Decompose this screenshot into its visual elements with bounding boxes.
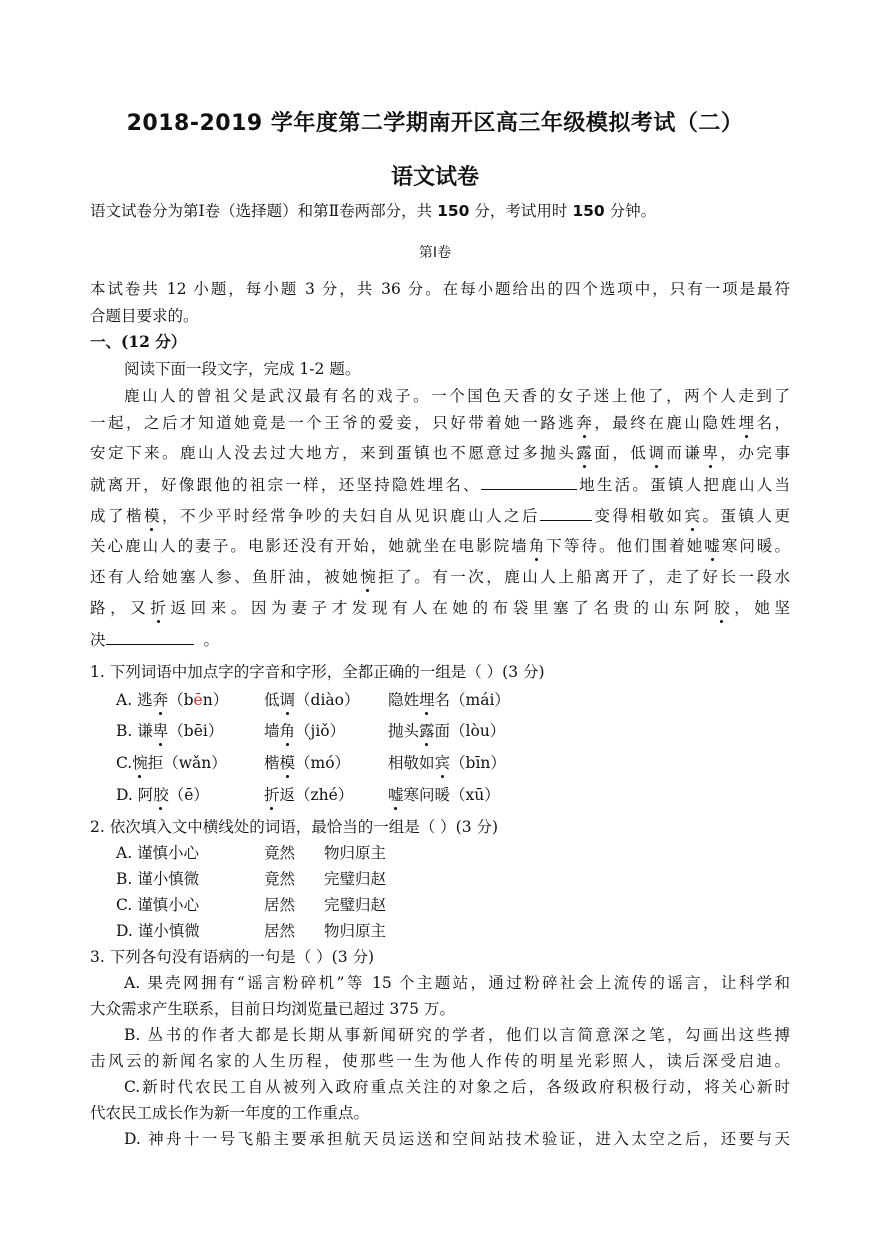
dotted-char: 角 <box>279 722 296 740</box>
passage-line-4: 就离开，好像跟他的祖宗一样，还坚持隐姓埋名、 地生活。蛋镇人把鹿山人当 <box>90 473 790 496</box>
dotted-char: 露 <box>576 444 592 462</box>
dotted-char: 调 <box>279 691 296 709</box>
dotted-char: 奔 <box>152 691 169 709</box>
q1-option-d[interactable]: D. 阿胶（ē） 折返（zhé） 嘘寒问暖（xū） <box>116 786 500 804</box>
passage-line-7: 还有人给她塞人参、鱼肝油，被她惋拒了。有一次，鹿山人上船离开了，走了好长一段水 <box>90 568 790 586</box>
dotted-char: 胶 <box>153 786 169 804</box>
passage-line-8: 路，又折返回来。因为妻子才发现有人在她的布袋里塞了名贵的山东阿胶，她坚 <box>90 599 790 617</box>
passage-line-5: 成了楷模，不少平时经常争吵的夫妇自从见识鹿山人之后 变得相敬如宾。蛋镇人更 <box>90 504 790 527</box>
part-one-lead: 阅读下面一段文字，完成 1-2 题。 <box>124 360 361 378</box>
dotted-char: 模 <box>279 754 296 772</box>
dotted-char: 露 <box>419 722 435 740</box>
total-score: 150 <box>437 202 470 220</box>
fill-blank-3[interactable] <box>106 628 194 645</box>
exam-title: 2018-2019 学年度第二学期南开区高三年级模拟考试（二） <box>126 111 744 136</box>
intro-line: 语文试卷分为第Ⅰ卷（选择题）和第Ⅱ卷两部分，共 150 分，考试用时 150 分钟。 <box>90 202 657 220</box>
dotted-char: 奔 <box>576 414 592 432</box>
passage-line-2: 一起，之后才知道她竟是一个王爷的爱妾，只好带着她一路逃奔，最终在鹿山隐姓埋名， <box>90 414 790 432</box>
q3-option-c-line-1[interactable]: C.新时代农民工自从被列入政府重点关注的对象之后，各级政府积极行动，将关心新时 <box>124 1078 790 1096</box>
q1-option-c[interactable]: C.惋拒（wǎn） 楷模（mó） 相敬如宾（bīn） <box>116 754 506 772</box>
passage-line-6: 关心鹿山人的妻子。电影还没有开始，她就坐在电影院墙角下等待。他们围着她嘘寒问暖。 <box>90 537 790 555</box>
exam-time: 150 <box>572 202 605 220</box>
q2-option-c[interactable]: C. 谨慎小心 居然 完璧归赵 <box>116 896 387 914</box>
q3-option-b-line-1[interactable]: B. 丛书的作者大都是长期从事新闻研究的学者，他们以言简意深之笔，勾画出这些搏 <box>124 1026 790 1044</box>
question-1-stem: 1. 下列词语中加点字的字音和字形，全都正确的一组是（ ）(3 分) <box>90 663 545 681</box>
q3-option-a-line-1[interactable]: A. 果壳网拥有“谣言粉碎机”等 15 个主题站，通过粉碎社会上流传的谣言，让科学和 <box>124 974 790 992</box>
dotted-char: 调 <box>648 444 664 462</box>
section-label: 第Ⅰ卷 <box>418 245 452 261</box>
dotted-char: 埋 <box>738 414 754 432</box>
q2-option-b[interactable]: B. 谨小慎微 竟然 完璧归赵 <box>116 870 387 888</box>
dotted-char: 宾 <box>434 754 451 772</box>
q1-option-a[interactable]: A. 逃奔（bēn） 低调（diào） 隐姓埋名（mái） <box>116 691 510 709</box>
instruction-line-1: 本试卷共 12 小题，每小题 3 分，共 36 分。在每小题给出的四个选项中，只有一项是最符 <box>90 280 790 298</box>
paper-subtitle: 语文试卷 <box>390 165 479 190</box>
dotted-char: 宾 <box>684 507 700 525</box>
dotted-char: 胶 <box>714 599 730 617</box>
q3-option-d-line-1[interactable]: D. 神舟十一号飞船主要承担航天员运送和空间站技术验证，进入太空之后，还要与天 <box>124 1130 790 1148</box>
question-3-stem: 3. 下列各句没有语病的一句是（ ）(3 分) <box>90 948 375 966</box>
dotted-char: 卑 <box>702 444 718 462</box>
dotted-char: 嘘 <box>704 537 720 555</box>
dotted-char: 埋 <box>419 691 435 709</box>
fill-blank-1[interactable] <box>481 473 577 490</box>
instruction-line-2: 合题目要求的。 <box>90 307 199 325</box>
dotted-char: 折 <box>264 786 280 804</box>
part-one-header: 一、(12 分） <box>90 332 187 351</box>
dotted-char: 嘘 <box>388 786 404 804</box>
highlighted-char: ē <box>193 691 203 709</box>
q2-option-a[interactable]: A. 谨慎小心 竟然 物归原主 <box>116 844 387 862</box>
q3-option-a-line-2: 大众需求产生联系，目前日均浏览量已超过 375 万。 <box>90 1000 455 1018</box>
q2-option-d[interactable]: D. 谨小慎微 居然 物归原主 <box>116 922 387 940</box>
q3-option-c-line-2: 代农民工成长作为新一年度的工作重点。 <box>90 1104 370 1122</box>
dotted-char: 折 <box>150 599 166 617</box>
dotted-char: 卑 <box>152 722 169 740</box>
fill-blank-2[interactable] <box>540 504 592 521</box>
dotted-char: 惋 <box>360 568 376 586</box>
passage-line-9: 决 。 <box>90 628 790 651</box>
question-2-stem: 2. 依次填入文中横线处的词语，最恰当的一组是（ ）(3 分) <box>90 818 499 836</box>
q1-option-b[interactable]: B. 谦卑（bēi） 墙角（jiǒ） 抛头露面（lòu） <box>116 722 506 740</box>
q3-option-b-line-2: 击风云的新闻名家的人生历程，使那些一生为他人作传的明星光彩照人，读后深受启迪。 <box>90 1052 790 1070</box>
passage-line-3: 安定下来。鹿山人没去过大地方，来到蛋镇也不愿意过多抛头露面，低调而谦卑，办完事 <box>90 444 790 462</box>
dotted-char: 角 <box>528 537 545 555</box>
passage-line-1: 鹿山人的曾祖父是武汉最有名的戏子。一个国色天香的女子迷上他了，两个人走到了 <box>124 387 790 405</box>
dotted-char: 惋 <box>132 754 148 772</box>
dotted-char: 模 <box>144 507 160 525</box>
